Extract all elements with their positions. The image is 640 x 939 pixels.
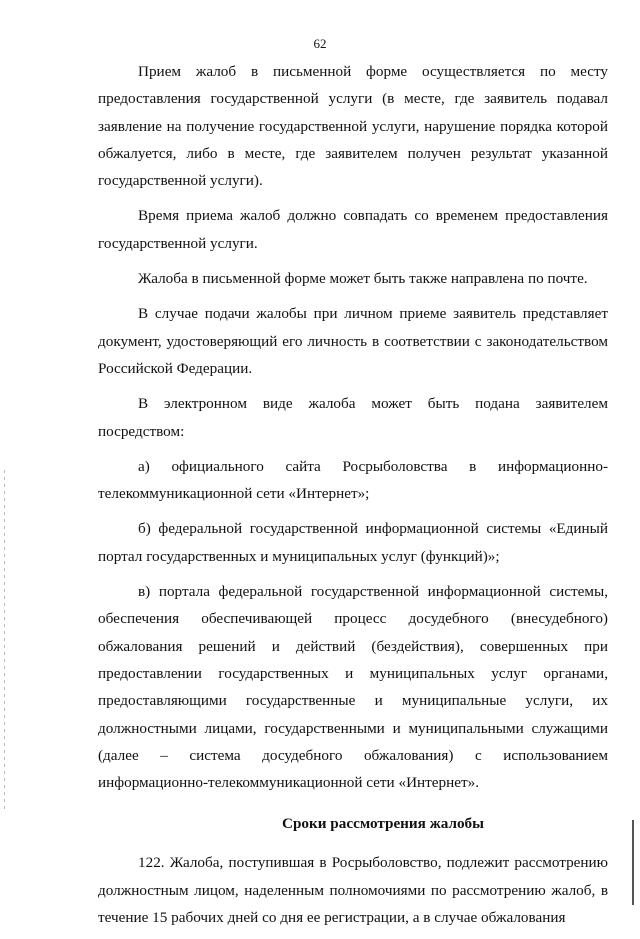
scan-margin-mark <box>4 470 5 810</box>
paragraph-postal-complaint: Жалоба в письменной форме может быть также направлена по почте. <box>138 270 588 288</box>
paragraph-written-complaints: Прием жалоб в письменной форме осуществляется по месту предоставления государственной услуги (в месте, где заявитель подавал заявление на получение государственной услуги, нарушение порядка которой обжалуется, либо в месте, где заявителем получен результат указанной государственной услуги). <box>98 63 608 190</box>
section-heading: Сроки рассмотрения жалобы <box>281 815 485 833</box>
paragraph-reception-time: Время приема жалоб должно совпадать со временем предоставления государственной услуги. <box>98 207 608 252</box>
page-number: 62 <box>313 36 327 51</box>
document-body <box>98 58 608 939</box>
paragraph-electronic-intro: В электронном виде жалоба может быть подана заявителем посредством: <box>98 395 608 440</box>
paragraph-personal-reception: В случае подачи жалобы при личном приеме заявитель представляет документ, удостоверяющий его личность в соответствии с законодательством Российской Федерации. <box>98 305 608 377</box>
list-item-b: б) федеральной государственной информационной системы «Единый портал государственных и муниципальных услуг (функций)»; <box>98 520 608 565</box>
list-item-c: в) портала федеральной государственной информационной системы, обеспечения обеспечивающей процесс досудебного (внесудебного) обжалования решений и действий (бездействия), совершенных при предоставлении государственных и муниципальных услуг органами, предоставляющими государственные и муниципальные услуги, их должностными лицами, государственными и муниципальными служащими (далее – система досудебного обжалования) с использованием информационно-телекоммуникационной сети «Интернет». <box>98 583 608 792</box>
paragraph-122: 122. Жалоба, поступившая в Росрыболовство, подлежит рассмотрению должностным лицом, наделенным полномочиями по рассмотрению жалоб, в течение 15 рабочих дней со дня ее регистрации, а в случае обжалования <box>98 854 608 927</box>
list-item-a: а) официального сайта Росрыболовства в информационно-телекоммуникационной сети «Интернет»; <box>98 457 608 503</box>
scan-edge-mark <box>632 820 634 905</box>
